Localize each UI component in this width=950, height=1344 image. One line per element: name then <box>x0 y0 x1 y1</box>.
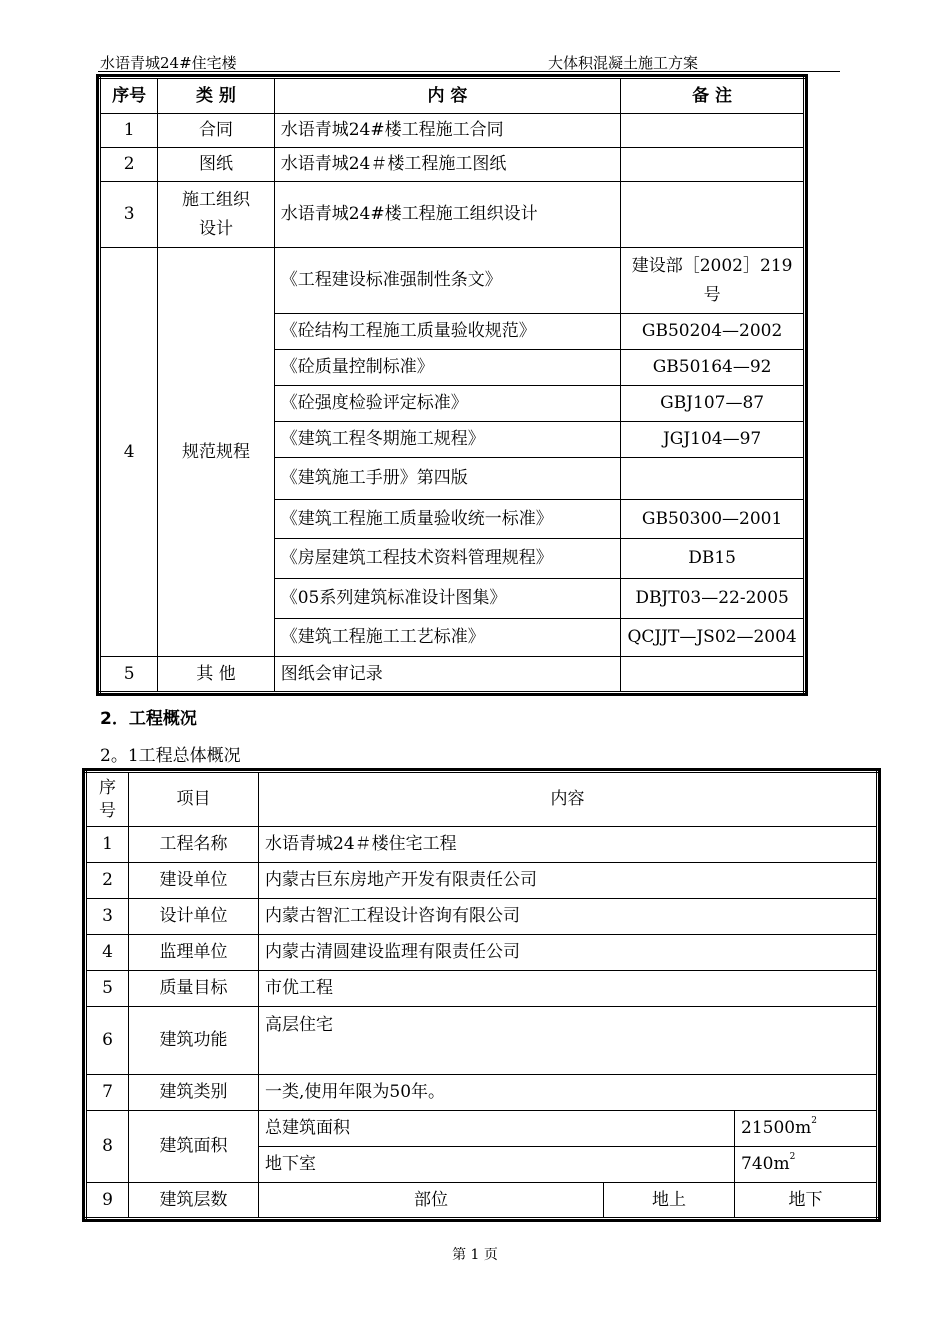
cell-category: 施工组织设计 <box>158 182 274 248</box>
cell-category: 图纸 <box>158 148 274 182</box>
cell-content: 《砼强度检验评定标准》 <box>274 386 620 422</box>
cell-item: 设计单位 <box>129 899 259 935</box>
cell-no: 5 <box>100 657 158 693</box>
cell-no: 4 <box>86 935 129 971</box>
cell-content: 《建筑施工手册》第四版 <box>274 458 620 500</box>
cell-no: 8 <box>86 1111 129 1183</box>
cell-content: 内蒙古清圆建设监理有限责任公司 <box>259 935 878 971</box>
cell-content: 水语青城24#楼工程施工合同 <box>274 114 620 148</box>
cell-no: 9 <box>86 1183 129 1219</box>
th-note: 备 注 <box>621 78 805 114</box>
th-no: 序号 <box>86 772 129 827</box>
cell-note <box>621 148 805 182</box>
subsection-heading: 2。1工程总体概况 <box>100 746 241 766</box>
cell-floors-part: 部位 <box>259 1183 604 1219</box>
unit-superscript: 2 <box>789 1152 796 1163</box>
overview-table <box>84 770 879 1220</box>
cell-content: 《房屋建筑工程技术资料管理规程》 <box>274 539 620 579</box>
cell-note <box>621 114 805 148</box>
header-doc-title: 大体积混凝土施工方案 <box>548 54 699 72</box>
page-number: 第 1 页 <box>452 1247 498 1263</box>
cell-no: 1 <box>86 827 129 863</box>
cell-area-total-label: 总建筑面积 <box>259 1111 735 1147</box>
cell-content: 内蒙古智汇工程设计咨询有限公司 <box>259 899 878 935</box>
cell-content: 一类,使用年限为50年。 <box>259 1075 878 1111</box>
cell-category: 其 他 <box>158 657 274 693</box>
cell-content: 《砼质量控制标准》 <box>274 350 620 386</box>
cell-item: 监理单位 <box>129 935 259 971</box>
cell-content: 水语青城24＃楼工程施工图纸 <box>274 148 620 182</box>
cell-item: 工程名称 <box>129 827 259 863</box>
cell-content: 水语青城24＃楼住宅工程 <box>259 827 878 863</box>
cell-content: 《建筑工程施工工艺标准》 <box>274 619 620 657</box>
cell-note: GB50164—92 <box>621 350 805 386</box>
cell-no: 3 <box>100 182 158 248</box>
cell-floors-above: 地上 <box>604 1183 735 1219</box>
area-basement-number: 740m <box>741 1154 790 1175</box>
cell-note: 建设部［2002］219号 <box>621 248 805 314</box>
cell-content: 内蒙古巨东房地产开发有限责任公司 <box>259 863 878 899</box>
cell-note: DB15 <box>621 539 805 579</box>
cell-no: 5 <box>86 971 129 1007</box>
th-content: 内 容 <box>274 78 620 114</box>
header-project: 水语青城24#住宅楼 <box>100 54 237 72</box>
cell-content: 《建筑工程冬期施工规程》 <box>274 422 620 458</box>
cell-floors-below: 地下 <box>735 1183 878 1219</box>
cell-note: DBJT03—22-2005 <box>621 579 805 619</box>
cell-content: 《工程建设标准强制性条文》 <box>274 248 620 314</box>
area-total-number: 21500m <box>741 1118 812 1139</box>
th-category: 类 别 <box>158 78 274 114</box>
cell-item: 质量目标 <box>129 971 259 1007</box>
cell-no: 3 <box>86 899 129 935</box>
cell-no: 2 <box>86 863 129 899</box>
cell-content: 高层住宅 <box>259 1007 878 1075</box>
cell-item: 建筑层数 <box>129 1183 259 1219</box>
cell-no: 2 <box>100 148 158 182</box>
cell-item: 建设单位 <box>129 863 259 899</box>
cell-area-basement-value <box>735 1147 878 1183</box>
cell-item: 建筑类别 <box>129 1075 259 1111</box>
reference-table <box>98 76 806 694</box>
cell-note: GBJ107—87 <box>621 386 805 422</box>
cell-content: 《建筑工程施工质量验收统一标准》 <box>274 500 620 539</box>
cell-content: 《砼结构工程施工质量验收规范》 <box>274 314 620 350</box>
cell-note: GB50300—2001 <box>621 500 805 539</box>
unit-superscript: 2 <box>811 1116 817 1127</box>
th-content: 内容 <box>259 772 878 827</box>
cell-note: JGJ104—97 <box>621 422 805 458</box>
cell-content: 《05系列建筑标准设计图集》 <box>274 579 620 619</box>
cell-content: 水语青城24#楼工程施工组织设计 <box>274 182 620 248</box>
cell-note <box>621 657 805 693</box>
cell-no: 7 <box>86 1075 129 1111</box>
cell-item: 建筑功能 <box>129 1007 259 1075</box>
th-item: 项目 <box>129 772 259 827</box>
th-no: 序号 <box>100 78 158 114</box>
cell-note <box>621 182 805 248</box>
header-rule <box>98 71 840 72</box>
section-heading: 2．工程概况 <box>100 709 197 729</box>
cell-content: 市优工程 <box>259 971 878 1007</box>
cell-area-total-value <box>735 1111 878 1147</box>
cell-note: GB50204—2002 <box>621 314 805 350</box>
cell-content: 图纸会审记录 <box>274 657 620 693</box>
cell-no: 4 <box>100 248 158 657</box>
cell-no: 6 <box>86 1007 129 1075</box>
cell-area-basement-label: 地下室 <box>259 1147 735 1183</box>
cell-item: 建筑面积 <box>129 1111 259 1183</box>
cell-no: 1 <box>100 114 158 148</box>
cell-note <box>621 458 805 500</box>
cell-category: 合同 <box>158 114 274 148</box>
cell-note: QCJJT—JS02—2004 <box>621 619 805 657</box>
cell-category: 规范规程 <box>158 248 274 657</box>
